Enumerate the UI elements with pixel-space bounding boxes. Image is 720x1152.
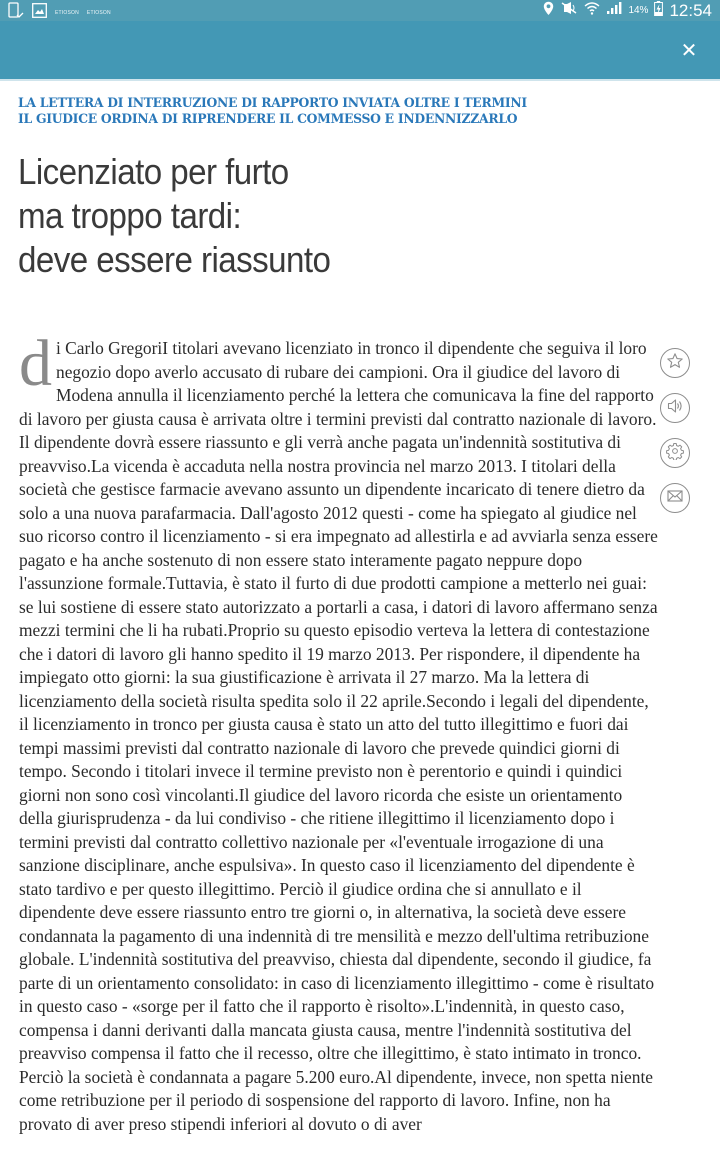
read-aloud-button[interactable]: [660, 393, 690, 423]
battery-charging-icon: [654, 1, 663, 21]
notification-text: ETIOSON: [55, 10, 79, 16]
side-action-bar: [660, 348, 692, 528]
gear-icon: [666, 442, 684, 465]
image-icon: [32, 3, 47, 23]
vibrate-icon: [560, 1, 578, 20]
app-bar-divider: [0, 79, 720, 81]
kicker-line: IL GIUDICE ORDINA DI RIPRENDERE IL COMMESSO E INDENNIZZARLO: [18, 112, 518, 127]
headline-line: deve essere riassunto: [18, 239, 331, 280]
close-icon: ✕: [680, 38, 698, 62]
speaker-icon: [666, 397, 684, 420]
drop-cap: d: [19, 327, 52, 400]
article-headline: [18, 150, 570, 282]
favorite-button[interactable]: [660, 348, 690, 378]
app-bar: [0, 21, 720, 79]
settings-button[interactable]: [660, 438, 690, 468]
share-email-button[interactable]: [660, 483, 690, 513]
article-body: [19, 327, 659, 1136]
notification-text: ETIOSON: [86, 10, 111, 16]
kicker-line: LA LETTERA DI INTERRUZIONE DI RAPPORTO INVIATA OLTRE I TERMINI: [18, 96, 527, 111]
article-kicker: [18, 96, 650, 128]
star-icon: [666, 352, 684, 375]
headline-line: ma troppo tardi:: [18, 195, 242, 236]
close-button[interactable]: [676, 37, 702, 63]
clock-time: 12:54: [669, 0, 712, 20]
battery-percent: 14%: [628, 5, 649, 16]
envelope-icon: [666, 487, 684, 510]
article-text: i Carlo GregoriI titolari avevano licenziato in tronco il dipendente che seguiva il loro negozio dopo averlo accusato di rubare dei campioni. Ora il giudice del lavoro di Modena annulla il licenziamento perché la lettera che comunicava la fine del rapporto di lavoro per giusta causa è arrivata oltre i termini previsti dal contratto nazionale di lavoro. Il dipendente dovrà essere riassunto e gli verrà anche pagata un'indennità sostitutiva di preavviso.La vicenda è accaduta nella nostra provincia nel marzo 2013. I titolari della società che gestisce farmacie avevano assunto un dipendente incaricato di tenere dietro da solo a una nuova parafarmacia. Dall'agosto 2012 questi - come ha spiegato al giudice nel suo ricorso contro il licenziamento - si era impegnato ad allestirla e ad avviarla senza essere pagato e ha anche sostenuto di non essere stato interamente pagato neppure dopo l'assunzione formale.Tuttavia, è stato il furto di due prodotti campione a metterlo nei guai: se lui sostiene di essere stato autorizzato a portarli a casa, i datori di lavoro affermano senza mezzi termini che li ha rubati.Proprio su questo episodio verteva la lettera di contestazione che i datori di lavoro gli hanno spedito il 19 marzo 2013. Per rispondere, il dipendente ha impiegato otto giorni: la sua giustificazione è arrivata il 27 marzo. Ma la lettera di licenziamento della società risulta spedita solo il 22 aprile.Secondo i legali del dipendente, il licenziamento in tronco per giusta causa è stato un atto del tutto illegittimo e fuori dai tempi massimi previsti dal contratto nazionale di lavoro che prevede quindici giorni di tempo. Secondo i titolari invece il termine previsto non è perentorio e quindi i quindici giorni non sono così vincolanti.Il giudice del lavoro ricorda che esiste un orientamento della giurisprudenza - da lui condiviso - che ritiene illegittimo il licenziamento dopo i termini previsti dal contratto collettivo nazionale per «l'eventuale irrogazione di una sanzione disciplinare, anche espulsiva». In questo caso il licenziamento del dipendente è stato tardivo e per questo illegittimo. Perciò il giudice ordina che si annullato e il dipendente deve essere riassunto entro tre giorni o, in alternativa, la società deve essere condannata la pagamento di una indennità di tre mensilità e mezzo dell'ultima retribuzione globale. L'indennità sostitutiva del preavviso, chiesta dal dipendente, secondo il giudice, fa parte di un orientamento consolidato: in caso di licenziamento illegittimo - come è risultato in questo caso - «sorge per il fatto che il rapporto è risolto».L'indennità, in questo caso, compensa i danni derivanti dalla mancata giusta causa, mentre l'indennità sostitutiva del preavviso compensa il fatto che il recesso, oltre che illegittimo, è stato intimato in tronco. Perciò la società è condannata a pagare 5.200 euro.Al dipendente, invece, non spetta niente come retribuzione per il periodo di sospensione del rapporto di lavoro. Infine, non ha provato di aver preso stipendi inferiori al dovuto o di aver: [19, 338, 658, 1134]
status-bar-right: [543, 0, 712, 21]
status-bar: [0, 0, 720, 21]
headline-line: Licenziato per furto: [18, 151, 289, 192]
location-icon: [543, 1, 554, 21]
wifi-icon: [584, 1, 600, 21]
signal-icon: [606, 1, 622, 20]
